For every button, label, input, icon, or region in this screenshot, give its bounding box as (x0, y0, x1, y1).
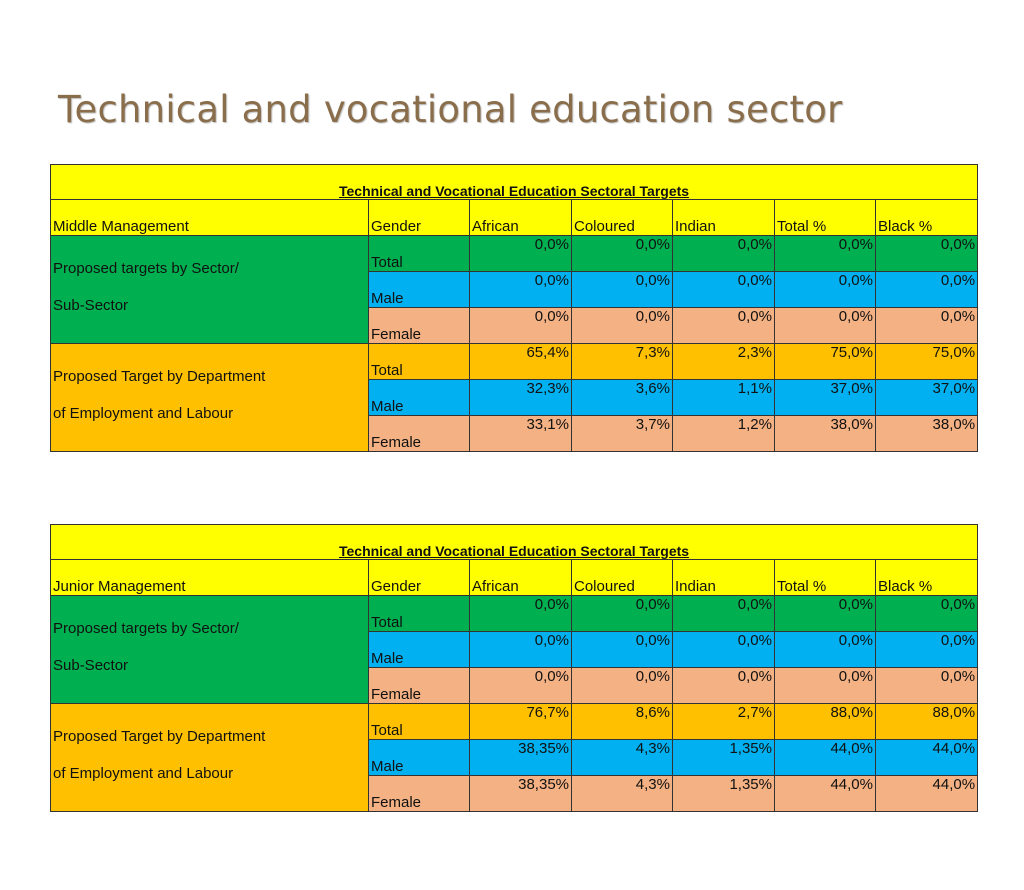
group-label-line: Proposed targets by Sector/ (53, 620, 239, 637)
value-cell: 0,0% (470, 272, 572, 308)
value-cell: 0,0% (470, 596, 572, 632)
level-label: Middle Management (51, 200, 369, 236)
gender-cell: Female (369, 776, 470, 812)
gender-cell: Total (369, 704, 470, 740)
value-cell: 0,0% (470, 668, 572, 704)
value-cell: 0,0% (876, 236, 978, 272)
value-cell: 0,0% (775, 668, 876, 704)
column-header-african: African (470, 560, 572, 596)
column-header-total-pct: Total % (775, 200, 876, 236)
value-cell: 0,0% (775, 272, 876, 308)
value-cell: 44,0% (775, 776, 876, 812)
column-header-total-pct: Total % (775, 560, 876, 596)
group-label-line: Sub-Sector (53, 297, 129, 314)
group-label-sector (51, 236, 369, 344)
value-cell: 0,0% (572, 632, 673, 668)
column-header-african: African (470, 200, 572, 236)
value-cell: 1,2% (673, 416, 775, 452)
value-cell: 0,0% (673, 632, 775, 668)
value-cell: 37,0% (876, 380, 978, 416)
gender-cell: Total (369, 344, 470, 380)
value-cell: 0,0% (673, 236, 775, 272)
gender-cell: Total (369, 596, 470, 632)
table-header-row (51, 560, 978, 596)
value-cell: 0,0% (876, 596, 978, 632)
value-cell: 38,35% (470, 740, 572, 776)
level-label: Junior Management (51, 560, 369, 596)
column-header-coloured: Coloured (572, 200, 673, 236)
table-title-row (51, 525, 978, 560)
value-cell: 76,7% (470, 704, 572, 740)
gender-cell: Female (369, 668, 470, 704)
group-label-line: of Employment and Labour (53, 405, 234, 422)
value-cell: 32,3% (470, 380, 572, 416)
value-cell: 0,0% (572, 236, 673, 272)
value-cell: 44,0% (876, 740, 978, 776)
table-row (51, 344, 978, 380)
value-cell: 0,0% (673, 272, 775, 308)
value-cell: 65,4% (470, 344, 572, 380)
value-cell: 2,3% (673, 344, 775, 380)
value-cell: 0,0% (673, 668, 775, 704)
value-cell: 33,1% (470, 416, 572, 452)
junior-management-table (50, 524, 978, 812)
gender-cell: Male (369, 632, 470, 668)
group-label-department (51, 344, 369, 452)
value-cell: 3,6% (572, 380, 673, 416)
value-cell: 3,7% (572, 416, 673, 452)
value-cell: 88,0% (775, 704, 876, 740)
value-cell: 4,3% (572, 776, 673, 812)
column-header-coloured: Coloured (572, 560, 673, 596)
value-cell: 0,0% (876, 632, 978, 668)
column-header-indian: Indian (673, 560, 775, 596)
value-cell: 8,6% (572, 704, 673, 740)
value-cell: 1,35% (673, 776, 775, 812)
column-header-indian: Indian (673, 200, 775, 236)
table-row (51, 236, 978, 272)
value-cell: 38,0% (876, 416, 978, 452)
value-cell: 0,0% (775, 236, 876, 272)
value-cell: 2,7% (673, 704, 775, 740)
gender-cell: Male (369, 380, 470, 416)
value-cell: 0,0% (876, 308, 978, 344)
gender-cell: Male (369, 272, 470, 308)
value-cell: 1,35% (673, 740, 775, 776)
value-cell: 0,0% (572, 668, 673, 704)
value-cell: 0,0% (775, 596, 876, 632)
group-label-line: of Employment and Labour (53, 765, 234, 782)
value-cell: 75,0% (876, 344, 978, 380)
table-heading: Technical and Vocational Education Sectoral Targets (51, 525, 978, 560)
group-label-line: Proposed targets by Sector/ (53, 260, 239, 277)
value-cell: 38,35% (470, 776, 572, 812)
value-cell: 44,0% (775, 740, 876, 776)
value-cell: 37,0% (775, 380, 876, 416)
value-cell: 0,0% (470, 308, 572, 344)
column-header-gender: Gender (369, 560, 470, 596)
value-cell: 38,0% (775, 416, 876, 452)
gender-cell: Female (369, 416, 470, 452)
gender-cell: Female (369, 308, 470, 344)
value-cell: 0,0% (470, 236, 572, 272)
middle-management-table (50, 164, 978, 452)
value-cell: 0,0% (775, 308, 876, 344)
column-header-gender: Gender (369, 200, 470, 236)
value-cell: 75,0% (775, 344, 876, 380)
table-row (51, 596, 978, 632)
slide-title: Technical and vocational education sector (58, 88, 843, 131)
group-label-line: Sub-Sector (53, 657, 129, 674)
gender-cell: Male (369, 740, 470, 776)
group-label-line: Proposed Target by Department (53, 728, 266, 745)
value-cell: 0,0% (572, 596, 673, 632)
value-cell: 0,0% (470, 632, 572, 668)
value-cell: 0,0% (876, 272, 978, 308)
value-cell: 0,0% (673, 308, 775, 344)
value-cell: 4,3% (572, 740, 673, 776)
value-cell: 88,0% (876, 704, 978, 740)
value-cell: 7,3% (572, 344, 673, 380)
value-cell: 0,0% (572, 272, 673, 308)
value-cell: 0,0% (775, 632, 876, 668)
group-label-line: Proposed Target by Department (53, 368, 266, 385)
group-label-department (51, 704, 369, 812)
value-cell: 1,1% (673, 380, 775, 416)
table-row (51, 704, 978, 740)
column-header-black-pct: Black % (876, 200, 978, 236)
gender-cell: Total (369, 236, 470, 272)
column-header-black-pct: Black % (876, 560, 978, 596)
table-header-row (51, 200, 978, 236)
group-label-sector (51, 596, 369, 704)
table-heading: Technical and Vocational Education Sectoral Targets (51, 165, 978, 200)
value-cell: 0,0% (876, 668, 978, 704)
table-title-row (51, 165, 978, 200)
value-cell: 0,0% (673, 596, 775, 632)
value-cell: 0,0% (572, 308, 673, 344)
value-cell: 44,0% (876, 776, 978, 812)
